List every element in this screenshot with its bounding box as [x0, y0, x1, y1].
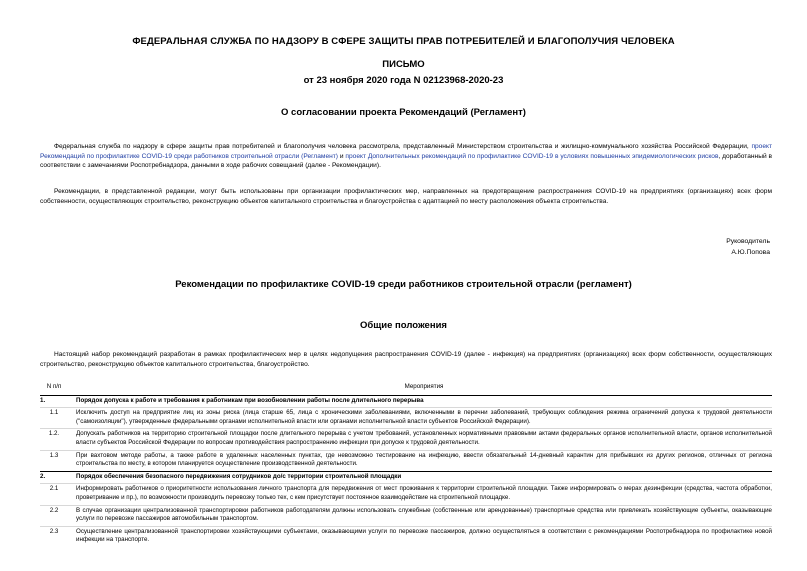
table-row — [40, 526, 772, 547]
column-header-number: N п/п — [40, 382, 76, 395]
document-subject: О согласовании проекта Рекомендаций (Регламент) — [281, 107, 526, 118]
document-type: ПИСЬМО — [382, 59, 425, 70]
row-text: Осуществление централизованной транспортировки хозяйствующими субъектами, оказывающими услуги по перевозке пассажиров, должно осуществляться в соответствии с рекомендациями Роспотребнадзора по профилактике новой инфекции на транспорте. — [76, 526, 772, 547]
row-number: 2. — [40, 471, 76, 484]
agency-title: ФЕДЕРАЛЬНАЯ СЛУЖБА ПО НАДЗОРУ В СФЕРЕ ЗАЩИТЫ ПРАВ ПОТРЕБИТЕЛЕЙ И БЛАГОПОЛУЧИЯ ЧЕЛОВЕКА — [132, 36, 675, 47]
row-number: 1. — [40, 395, 76, 408]
section-title-general: Общие положения — [360, 320, 447, 331]
row-text: Допускать работников на территорию строительной площадки после длительного перерыва с учетом требований, установленных нормативными правовыми актами федеральных органов исполнительной власти, органов исполнительной власти субъектов Российской Федерации по вопросам противодействия распространению инфекции при допуске к трудовой деятельности. — [76, 429, 772, 450]
link-project-recommendations[interactable]: проект Рекомендаций по профилактике COVID-19 среди работников строительной отрасли (Регламент) — [40, 143, 772, 160]
letter-p1-text-end: , доработанный в соответствии с замечаниями Роспотребнадзора, данными в ходе рабочих совещаний (далее - Рекомендации). — [40, 152, 772, 170]
row-text: Исключить доступ на предприятие лиц из зоны риска (лица старше 65, лица с хроническими заболеваниями, включенными в перечни заболеваний, требующих соблюдения режима ограничений допуска к трудовой деятельности ("самоизоляции"), утвержденные федеральными органами исполнительной власти или органами исполнительной власти субъектов Российской Федерации). — [76, 408, 772, 429]
row-number: 1.1 — [40, 408, 76, 429]
table-row — [40, 505, 772, 526]
signature-name: А.Ю.Попова — [731, 249, 770, 256]
table-row — [40, 408, 772, 429]
signature-position: Руководитель — [726, 238, 770, 245]
measures-table — [40, 382, 772, 547]
link-additional-recommendations[interactable]: проект Дополнительных рекомендаций по профилактике COVID-19 в условиях повышенных эпидемиологических рисков — [345, 152, 719, 160]
recommendations-intro: Настоящий набор рекомендаций разработан в рамках профилактических мер в целях недопущения распространения COVID-19 (далее - инфекция) на предприятиях (организациях) всех форм собственности, осуществляющих строительство, реконструкцию объектов капитального строительства, благоустройство. — [40, 351, 772, 368]
recommendations-title: Рекомендации по профилактике COVID-19 среди работников строительной отрасли (регламент) — [175, 279, 632, 290]
row-number: 2.3 — [40, 526, 76, 547]
row-text: Порядок обеспечения безопасного передвижения сотрудников до/с территории строительной площадки — [76, 471, 772, 484]
row-text: При вахтовом методе работы, а также работе в удаленных населенных пунктах, где невозможно тестирование на инфекцию, ввести обязательный 14-дневный карантин для прибывших из других регионов, отличных от региона строительства по месту, в котором планируется осуществление производственной деятельности. — [76, 450, 772, 471]
table-section-row — [40, 395, 772, 408]
table-row — [40, 450, 772, 471]
row-text: Информировать работников о приоритетности использования личного транспорта для передвижения от мест проживания к территории строительной площадки. Также информировать о мерах дезинфекции (средства, частота обработки, проветривание и пр.), по возможности производить перевозку только тех, с кем присутствует постоянное взаимодействие на строительной площадке. — [76, 484, 772, 505]
column-header-measures: Мероприятия — [76, 382, 772, 395]
table-row — [40, 429, 772, 450]
letter-paragraph-1 — [40, 142, 772, 171]
row-number: 2.2 — [40, 505, 76, 526]
letter-paragraph-2: Рекомендации, в представленной редакции, могут быть использованы при организации профилактических мер, направленных на предотвращение распространения COVID-19 на предприятиях (организациях) всех форм собственности, осуществляющих строительство, реконструкцию объектов капитального строительства и благоустройства с адаптацией по месту расположения объекта строительства. — [40, 188, 772, 205]
table-header-row — [40, 382, 772, 395]
row-text: В случае организации централизованной транспортировки работников работодателям должны использовать служебные (собственные или арендованные) транспортные средства или привлекать хозяйствующие субъекты, оказывающие услуги по перевозке пассажиров автомобильным транспортом. — [76, 505, 772, 526]
row-number: 2.1 — [40, 484, 76, 505]
letter-p1-text-mid: и — [337, 152, 346, 160]
table-section-row — [40, 471, 772, 484]
row-text: Порядок допуска к работе и требования к работникам при возобновлении работы после длительного перерыва — [76, 395, 772, 408]
row-number: 1.2. — [40, 429, 76, 450]
letter-p1-text-start: Федеральная служба по надзору в сфере защиты прав потребителей и благополучия человека рассмотрела, представленный Министерством строительства и жилищно-коммунального хозяйства Российской Федерации, — [54, 143, 752, 150]
row-number: 1.3 — [40, 450, 76, 471]
table-row — [40, 484, 772, 505]
document-number-date: от 23 ноября 2020 года N 02123968-2020-23 — [303, 75, 504, 86]
